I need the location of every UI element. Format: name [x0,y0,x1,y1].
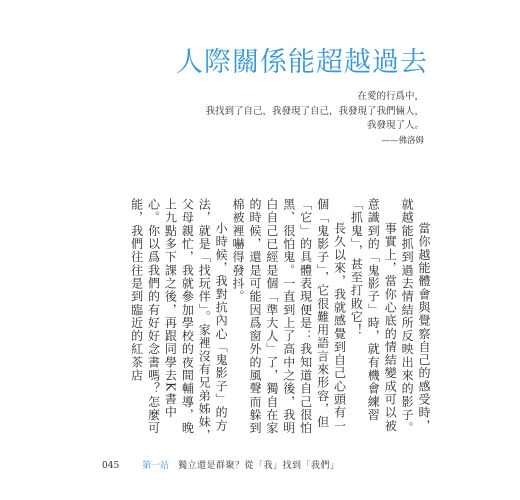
epigraph-line: 我發現了人。 [366,120,424,131]
epigraph-line: 我找到了自己，我發現了自己，我發現了我們倆人， [205,105,424,117]
body-paragraph: 當你越能體會與覺察自己的感受時，就越能抓到過去情結所反映出來的影子。 [400,198,431,435]
page-number: 045 [102,461,120,471]
epigraph-line: 在愛的行爲中， [357,91,424,102]
section-title: 人際關係能超越過去 [176,47,428,78]
chapter-subtitle: 獨立還是群聚？從「我」找到「我們」 [177,461,340,471]
epigraph [104,90,424,148]
page-footer [102,458,339,471]
body-paragraph: 小時候，我對抗內心「鬼影子」的方法，就是「找玩伴」。家裡沒有兄弟姊妹，父母親忙，我就參加學校的夜間輔導，晚上九點多下課之後，再跟同學去K書中心。你以爲我們的有好好念書嗎？怎麼可能，我們往往是到臨近的紅茶店 [129,198,229,442]
body-paragraph: 長久以來，我就感覺到自己心頭有一個「鬼影子」，它很難用語言來形容，但「它」的具體表現便是：我知道自己很怕黑、很怕鬼。一直到上了高中之後，我明白自己已經是個「準大人」了，獨自在家的時候，還是可能因爲窗外的風聲而躲到棉被裡嚇得發抖。 [231,198,347,435]
epigraph-author: ——佛洛姆 [381,135,424,146]
body-paragraph: 事實上，當你心底的情結變成可以被意識到的「鬼影子」時，就有機會練習「抓鬼」，甚至打敗它！ [349,198,398,433]
chapter-label: 第一站 [142,461,170,471]
vertical-body-text [128,198,432,443]
